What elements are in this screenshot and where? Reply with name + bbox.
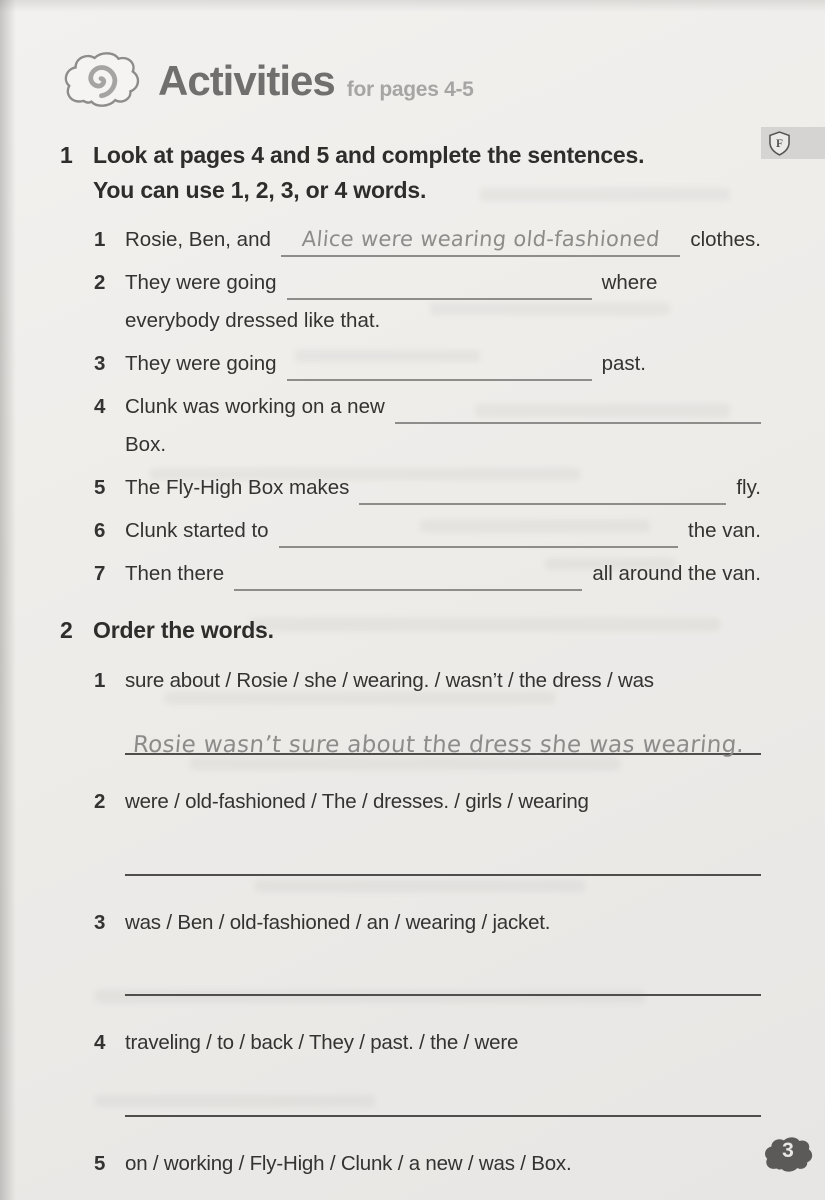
sentence-after: past. <box>601 352 647 375</box>
sentence-before: Rosie, Ben, and <box>125 228 271 252</box>
exercise-2 <box>60 613 761 1200</box>
answer-blank[interactable] <box>279 515 678 548</box>
page-spine-shadow <box>0 0 16 1200</box>
item-number: 1 <box>94 669 106 693</box>
item-number: 5 <box>94 475 106 499</box>
sentence-before: Clunk was working on a new <box>125 395 385 418</box>
answer-blank[interactable] <box>287 348 592 381</box>
sentence-continuation: everybody dressed like that. <box>125 309 381 332</box>
sentence-after: fly. <box>736 475 761 499</box>
sentence-after: the van. <box>688 518 761 542</box>
fill-blank-item <box>94 224 761 257</box>
word-order-item <box>60 665 761 758</box>
handwritten-answer: Rosie wasn’t sure about the dress she was wearing. <box>131 731 746 758</box>
answer-blank[interactable] <box>359 472 726 505</box>
fill-blank-item <box>94 515 761 548</box>
sentence-before: Then there <box>125 561 225 585</box>
cloud-swirl-logo-icon <box>60 50 142 112</box>
sentence-before: The Fly-High Box makes <box>125 475 350 499</box>
page-top-shadow <box>0 0 825 12</box>
word-order-item <box>60 907 761 997</box>
answer-blank[interactable] <box>395 391 761 424</box>
answer-line[interactable] <box>125 1090 761 1117</box>
sentence-before: They were going <box>125 352 277 375</box>
exercise-instructions <box>93 138 644 207</box>
sentence-after: clothes. <box>690 228 761 252</box>
fill-blank-item <box>94 472 761 505</box>
item-number: 4 <box>94 394 106 418</box>
page-number-badge <box>762 1135 814 1176</box>
sentence-after: where <box>601 271 658 295</box>
exercise-number: 2 <box>60 616 73 643</box>
answer-line[interactable] <box>125 728 761 758</box>
shield-f-icon <box>769 131 790 156</box>
answer-line[interactable] <box>125 849 761 876</box>
answer-blank[interactable] <box>281 224 680 257</box>
word-order-item <box>60 1148 761 1200</box>
fill-blank-items <box>60 224 761 591</box>
exercise-instructions: Order the words. <box>93 616 274 643</box>
shield-letter: F <box>776 137 783 150</box>
item-number: 6 <box>94 518 106 542</box>
item-number: 2 <box>94 271 106 294</box>
exercise-number: 1 <box>60 142 73 168</box>
instructions-line-1: Look at pages 4 and 5 and complete the sentences. <box>93 142 645 168</box>
fill-blank-item <box>94 391 761 462</box>
item-number: 3 <box>94 910 106 934</box>
word-order-prompt: on / working / Fly-High / Clunk / a new / was / Box. <box>125 1152 572 1176</box>
page-title: Activities <box>158 57 335 104</box>
answer-blank[interactable] <box>234 558 582 591</box>
item-number: 3 <box>94 351 106 375</box>
page-header <box>60 50 761 112</box>
word-order-prompt: sure about / Rosie / she / wearing. / wasn’t / the dress / was <box>125 669 654 693</box>
answer-blank[interactable] <box>287 267 592 300</box>
fill-blank-item <box>94 348 761 381</box>
sentence-before: Clunk started to <box>125 518 269 542</box>
page-subtitle: for pages 4-5 <box>346 78 474 101</box>
item-number: 4 <box>94 1031 106 1055</box>
sentence-before: They were going <box>125 271 277 295</box>
item-number: 1 <box>94 228 106 251</box>
instructions-line-2: You can use 1, 2, 3, or 4 words. <box>93 176 427 203</box>
fill-blank-item <box>94 267 761 338</box>
item-number: 2 <box>94 789 106 813</box>
word-order-prompt: was / Ben / old-fashioned / an / wearing / jacket. <box>125 910 551 934</box>
word-order-item <box>60 786 761 876</box>
word-order-prompt: traveling / to / back / They / past. / the / were <box>125 1031 519 1055</box>
exercise-1 <box>60 138 761 591</box>
fill-blank-item <box>94 558 761 591</box>
page-edge-tab <box>761 127 825 159</box>
word-order-item <box>60 1027 761 1117</box>
sentence-after: all around the van. <box>592 561 761 585</box>
word-order-prompt: were / old-fashioned / The / dresses. / girls / wearing <box>125 789 589 813</box>
word-order-items <box>60 665 761 1200</box>
sentence-continuation: Box. <box>125 432 167 456</box>
item-number: 7 <box>94 561 106 585</box>
page-number: 3 <box>782 1139 794 1162</box>
item-number: 5 <box>94 1152 106 1176</box>
answer-line[interactable] <box>125 969 761 996</box>
handwritten-answer: Alice were wearing old-fashioned <box>300 227 661 251</box>
